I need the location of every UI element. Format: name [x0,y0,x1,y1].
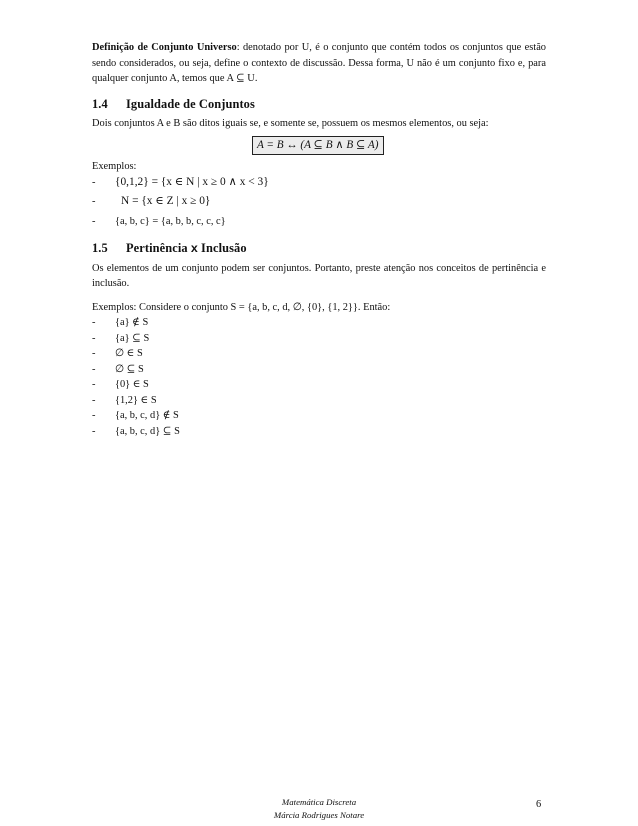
section-number: 1.5 [92,241,108,255]
list-item [92,315,546,331]
list-item-text: {a, b, c, d} ⊆ S [115,425,180,437]
list-item [92,175,546,191]
examples-intro: Exemplos: Considere o conjunto S = {a, b, c, d, ∅, {0}, {1, 2}}. Então: [92,301,391,313]
bullet-dash: - [92,196,96,207]
list-item-text: {0} ∈ S [115,379,149,390]
list-item [92,346,546,362]
list-item [92,214,546,230]
list-item [92,331,546,347]
definition-text: : denotado por U, é o conjunto que contém todos os conjuntos que estão sendo considerados, ou seja, define o contexto de discussão. Dessa forma, U não é um conjunto fixo e, para qualquer conjunto A, temos que A ⊆ U. [92,42,546,84]
definition-paragraph [92,40,546,87]
section-14-text: Dois conjuntos A e B são ditos iguais se, e somente se, possuem os mesmos elementos, ou seja: [92,118,489,129]
bullet-dash: - [92,379,96,390]
equality-formula: A = B ↔ (A ⊆ B ∧ B ⊆ A) [252,136,384,156]
page-number: 6 [536,799,542,810]
bullet-dash: - [92,332,96,344]
examples-label: Exemplos: [92,161,137,172]
footer-course: Matemática Discreta [281,797,357,807]
example-3: {a, b, c} = {a, b, b, c, c, c} [115,215,226,227]
definition-title: Definição de Conjunto Universo [92,42,237,53]
membership-list [92,315,546,439]
section-number: 1.4 [92,96,108,111]
section-heading-1-4 [92,97,546,113]
page-footer [0,796,638,822]
section-title: Igualdade de Conjuntos [126,96,255,111]
bullet-dash: - [92,215,96,227]
list-item-text: {a} ⊆ S [115,332,150,344]
section-heading-1-5 [92,241,546,257]
list-item-text: ∅ ∈ S [115,348,143,359]
bullet-dash: - [92,363,96,375]
section-title-part2: Inclusão [197,241,247,255]
list-item [92,393,546,409]
list-item [92,424,546,440]
list-item-text: ∅ ⊆ S [115,363,144,375]
footer-author: Márcia Rodrigues Notare [273,810,365,820]
bullet-dash: - [92,348,96,359]
list-item-text: {a} ∉ S [115,317,149,328]
section-title-part1: Pertinência [126,241,191,255]
bullet-dash: - [92,176,96,188]
page-content [92,40,546,439]
list-item [92,408,546,424]
list-item [92,194,546,210]
list-item [92,362,546,378]
section-15-text: Os elementos de um conjunto podem ser conjuntos. Portanto, preste atenção nos conceitos de pertinência e inclusão. [92,262,546,289]
list-item-text: {a, b, c, d} ∉ S [115,410,179,421]
section-title-x: x [190,241,198,255]
list-item [92,377,546,393]
bullet-dash: - [92,410,96,421]
bullet-dash: - [92,394,96,406]
list-item-text: {1,2} ∈ S [115,394,157,406]
example-1: {0,1,2} = {x ∈ N | x ≥ 0 ∧ x < 3} [115,175,269,188]
bullet-dash: - [92,317,96,328]
bullet-dash: - [92,425,96,437]
example-2: N = {x ∈ Z | x ≥ 0} [121,195,211,207]
